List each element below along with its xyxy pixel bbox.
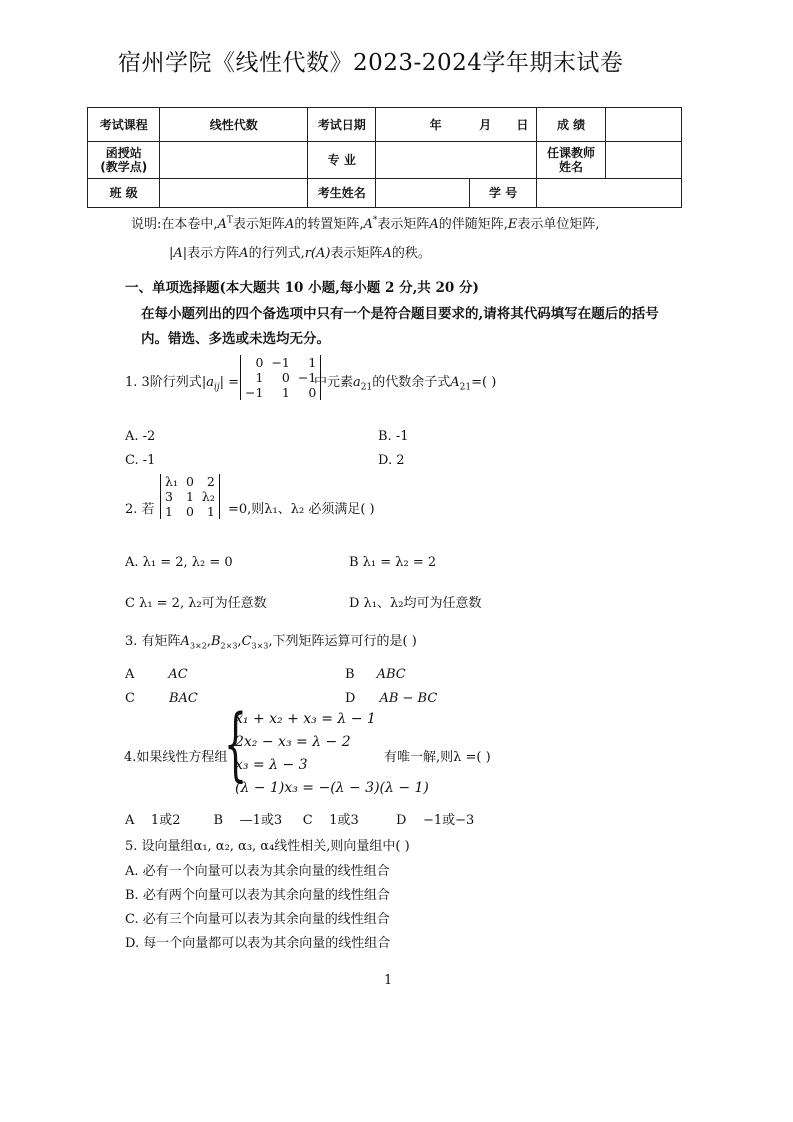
q1-cell: 0 <box>255 355 264 370</box>
q5-option-d: D. 每一个向量都可以表为其余向量的线性组合 <box>125 936 391 951</box>
q2-option-a: A. λ₁ = 2, λ₂ = 0 <box>125 555 233 570</box>
station-label <box>88 142 160 179</box>
q1-option-d: D. 2 <box>378 453 405 468</box>
q1-option-a: A. -2 <box>125 429 156 444</box>
q1-cell: 1 <box>308 355 317 370</box>
student-id-label: 学 号 <box>469 179 537 208</box>
student-id-value <box>537 179 682 208</box>
q3-option-c <box>125 691 198 706</box>
q2-option-b: B λ₁ = λ₂ = 2 <box>349 555 437 570</box>
q4-suffix: 有唯一解,则λ =( ) <box>384 750 491 765</box>
q1-cell: −1 <box>271 355 290 370</box>
q4-equation: 2x₂ − x₃ = λ − 2 <box>235 734 351 750</box>
teacher-value <box>605 142 681 179</box>
q1-A21: A <box>450 375 460 390</box>
q1-a21-sub: 21 <box>360 382 373 393</box>
q3-option-value: AB − BC <box>379 691 438 706</box>
q3-sub: 3×3 <box>251 641 269 651</box>
q3-option-value: AC <box>168 667 188 682</box>
symbol-A: A <box>217 217 227 232</box>
class-label: 班 级 <box>88 179 160 208</box>
section-instruction-1: 在每小题列出的四个备选项中只有一个是符合题目要求的,请将其代码填写在题后的括号 <box>141 306 659 322</box>
page-number: 1 <box>384 973 393 988</box>
note-text: 表示矩阵 <box>232 217 285 232</box>
q3-option-label: D <box>345 691 356 706</box>
q1-prefix: 1. 3阶行列式 <box>125 375 202 390</box>
q1-aij: |a <box>201 375 214 390</box>
q3-matrix-A: A <box>180 634 190 649</box>
note-text: 表示方阵 <box>187 246 240 261</box>
teacher-label-line2: 姓名 <box>559 160 584 174</box>
note-text: 的行列式, <box>248 246 305 261</box>
q3-option-label: C <box>125 691 135 706</box>
q2-cell: 1 <box>185 489 194 504</box>
q1-option-b: B. -1 <box>378 429 409 444</box>
q3-option-label: B <box>345 667 355 682</box>
symbol-A: A <box>284 217 295 232</box>
q5-option-c: C. 必有三个向量可以表为其余向量的线性组合 <box>125 912 390 927</box>
score-value <box>605 108 681 142</box>
name-value <box>376 179 469 208</box>
note-text: 表示单位矩阵, <box>517 217 600 232</box>
date-label: 考试日期 <box>308 108 376 142</box>
month-label: 月 <box>479 117 492 132</box>
symbol-rank-A: r(A) <box>304 246 331 261</box>
course-value: 线性代数 <box>160 108 308 142</box>
symbol-A: A <box>239 246 249 261</box>
q4-brace: { <box>224 697 247 790</box>
station-value <box>160 142 308 179</box>
q3-option-label: A <box>125 667 135 682</box>
section-heading: 一、单项选择题(本大题共 10 小题,每小题 2 分,共 20 分) <box>125 280 479 296</box>
year-label: 年 <box>429 117 442 132</box>
q3-option-b <box>345 667 406 682</box>
q3-stem-a: 3. 有矩阵 <box>125 634 181 649</box>
major-value <box>376 142 537 179</box>
q3-stem: 3. 有矩阵$A_{3\times 2},B_{2\times 3},C_{3\times 3}$,下列矩阵运算可行的是( ) <box>125 634 417 651</box>
q3-option-value: BAC <box>168 691 198 706</box>
q4-prefix: 4.如果线性方程组 <box>124 750 228 765</box>
q1-aij-sub: ij <box>213 382 220 393</box>
score-label: 成 绩 <box>537 108 605 142</box>
q1-suffix-b: 的代数余子式 <box>372 375 451 390</box>
q2-prefix: 2. 若 <box>125 502 155 517</box>
symbol-E: E <box>507 217 518 232</box>
q1-A21-sub: 21 <box>459 382 472 393</box>
q1-eq: | = <box>219 375 240 390</box>
q2-cell: λ₂ <box>201 489 215 504</box>
q3-sub: 2×3 <box>220 641 238 651</box>
q3-option-value: ABC <box>376 667 406 682</box>
sup-T: T <box>226 215 233 226</box>
q5-stem: 5. 设向量组α₁, α₂, α₃, α₄线性相关,则向量组中( ) <box>125 839 410 854</box>
q1-cell: 0 <box>308 385 317 400</box>
q3-matrix-B: B <box>210 634 221 649</box>
q1-suffix <box>314 371 496 393</box>
q3-option-a <box>125 667 188 682</box>
sup-star: * <box>372 215 378 226</box>
q1-cell: −1 <box>245 385 264 400</box>
q2-cell: 1 <box>165 504 173 519</box>
q2-option-c: C λ₁ = 2, λ₂可为任意数 <box>125 596 267 611</box>
teacher-label <box>537 142 605 179</box>
symbol-det-A: |A| <box>169 246 188 261</box>
teacher-label-line1: 任课教师 <box>547 146 596 160</box>
course-label: 考试课程 <box>88 108 160 142</box>
name-label: 考生姓名 <box>308 179 376 208</box>
q1-option-c: C. -1 <box>125 453 156 468</box>
note-text: 说明:在本卷中, <box>131 217 218 232</box>
q3-stem-b: ,下列矩阵运算可行的是( ) <box>268 634 417 649</box>
q2-suffix: =0,则λ₁、λ₂ 必须满足( ) <box>228 502 375 517</box>
class-value <box>160 179 308 208</box>
symbol-A: A <box>429 217 439 232</box>
q2-cell: 3 <box>165 489 173 504</box>
q1-cell: 1 <box>281 385 290 400</box>
q1-suffix-c: =( ) <box>471 375 497 390</box>
q4-equation: x₃ = λ − 3 <box>235 757 308 773</box>
q1-suffix-a: 中元素 <box>314 375 354 390</box>
q1-cell: −1 <box>297 370 317 385</box>
q1-stem <box>125 371 239 393</box>
q2-cell: 0 <box>185 504 194 519</box>
q4-options: A 1或2 B —1或3 C 1或3 D −1或−3 <box>125 813 475 828</box>
q2-option-d: D λ₁、λ₂均可为任意数 <box>349 596 482 611</box>
q2-cell: 2 <box>206 474 215 489</box>
q5-option-a: A. 必有一个向量可以表为其余向量的线性组合 <box>125 864 390 879</box>
q3-matrix-C: C <box>241 634 252 649</box>
note-text: 的秩。 <box>391 246 431 261</box>
day-label: 日 <box>516 117 529 132</box>
note-text: 表示矩阵 <box>377 217 430 232</box>
q1-cell: 1 <box>255 370 264 385</box>
major-label: 专 业 <box>308 142 376 179</box>
q4-equation: (λ − 1)x₃ = −(λ − 3)(λ − 1) <box>235 780 429 796</box>
station-label-line1: 函授站 <box>105 146 142 160</box>
page-title: 宿州学院《线性代数》2023-2024学年期末试卷 <box>118 50 624 76</box>
q3-option-d <box>345 691 437 706</box>
q1-determinant <box>240 355 321 400</box>
section-instruction-2: 内。错选、多选或未选均无分。 <box>141 331 330 347</box>
note-line-1 <box>131 213 600 232</box>
q2-cell: 0 <box>185 474 194 489</box>
date-field <box>376 108 537 142</box>
symbol-A: A <box>382 246 392 261</box>
q3-sub: 3×2 <box>189 641 207 651</box>
note-text: 表示矩阵 <box>330 246 383 261</box>
q2-determinant <box>160 474 220 519</box>
note-text: 的伴随矩阵, <box>438 217 508 232</box>
q5-option-b: B. 必有两个向量可以表为其余向量的线性组合 <box>125 888 390 903</box>
q2-cell: 1 <box>206 504 215 519</box>
exam-info-table <box>87 107 682 208</box>
q2-cell: λ₁ <box>165 474 178 489</box>
note-line-2 <box>169 242 431 261</box>
station-label-line2: (教学点) <box>100 160 148 174</box>
q1-a21: a <box>353 375 361 390</box>
q4-equation: x₁ + x₂ + x₃ = λ − 1 <box>235 711 376 727</box>
symbol-A: A <box>363 217 373 232</box>
note-text: 的转置矩阵, <box>294 217 364 232</box>
q1-cell: 0 <box>281 370 290 385</box>
